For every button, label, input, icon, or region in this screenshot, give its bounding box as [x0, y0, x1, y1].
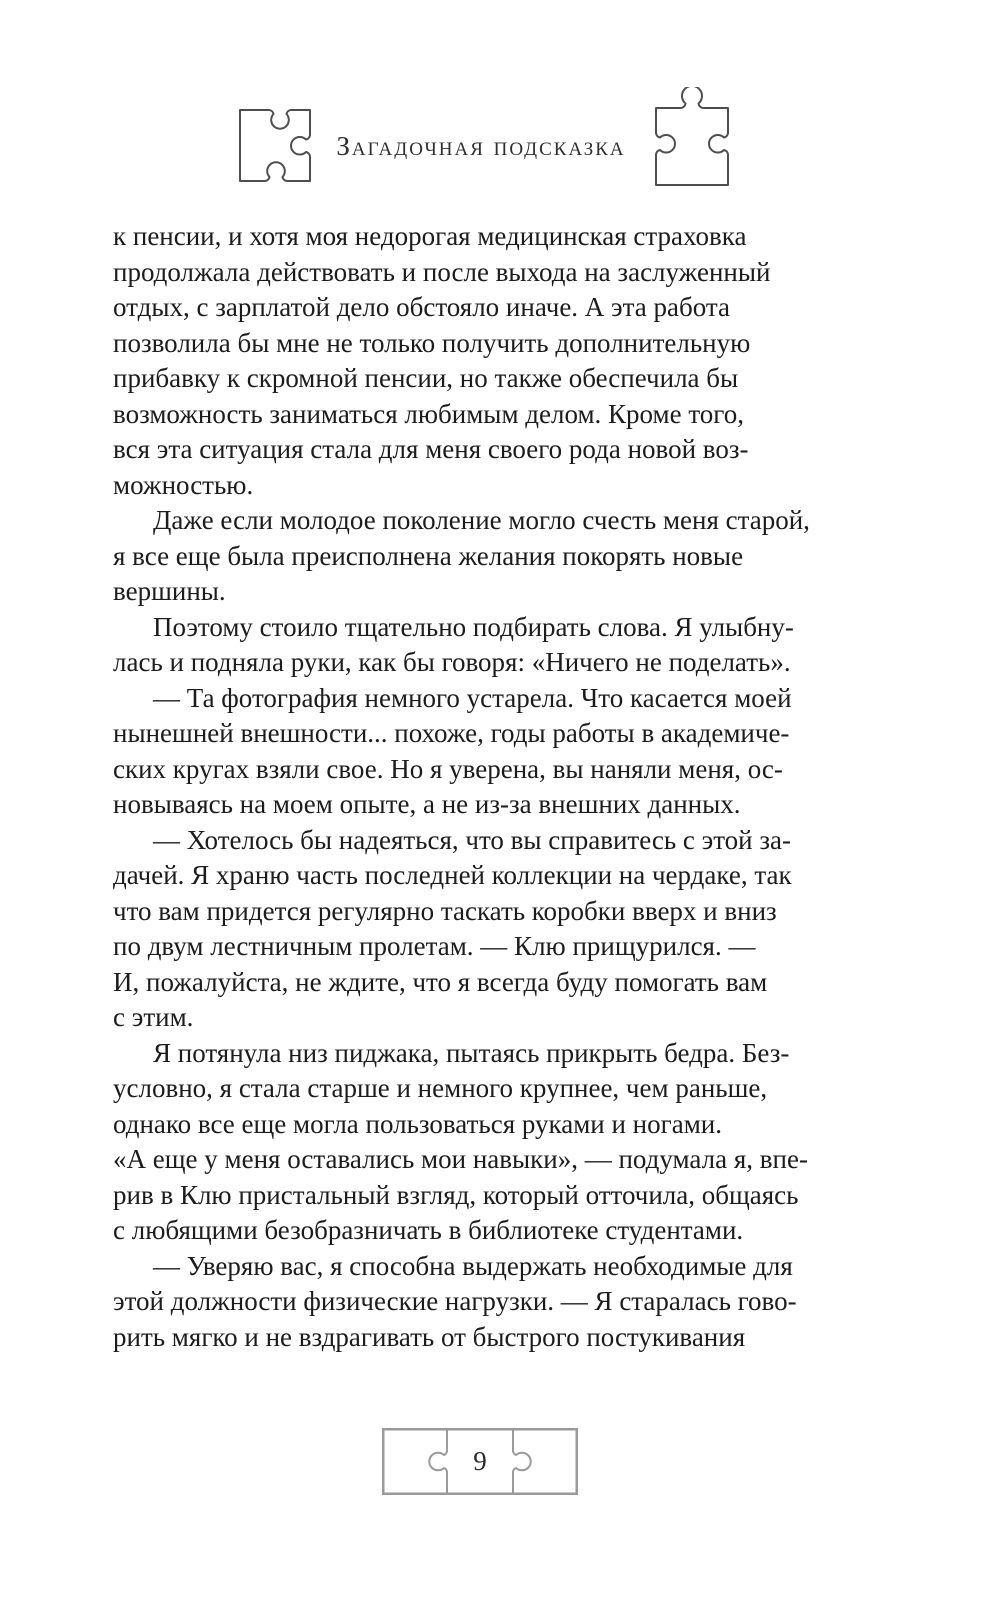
text-line: продолжала действовать и после выхода на заслуженный — [113, 256, 771, 287]
text-line: отдых, с зарплатой дело обстояло иначе. А эта работа — [113, 292, 730, 322]
text-line: рив в Клю пристальный взгляд, который отточила, общаясь — [113, 1179, 799, 1210]
text-line: условно, я стала старше и немного крупнее, чем раньше, — [113, 1073, 768, 1103]
text-line: прибавку к скромной пенсии, но также обеспечила бы — [113, 363, 739, 393]
text-line: — Хотелось бы надеяться, что вы справитесь с этой за- — [153, 824, 792, 855]
text-line: рить мягко и не вздрагивать от быстрого постукивания — [113, 1321, 746, 1352]
body-text — [113, 219, 885, 1355]
text-line: нынешней внешности... похоже, годы работы в академиче- — [113, 718, 790, 748]
text-line: «А еще у меня оставались мои навыки», — подумала я, впе- — [113, 1144, 808, 1174]
text-line: — Та фотография немного устарела. Что касается моей — [153, 682, 792, 713]
text-line: ских кругах взяли свое. Но я уверена, вы наняли меня, ос- — [113, 753, 783, 784]
chapter-title: Загадочная подсказка — [336, 131, 626, 161]
text-line: этой должности физические нагрузки. — Я старалась гово- — [113, 1286, 797, 1316]
text-line: вся эта ситуация стала для меня своего рода новой воз- — [113, 434, 749, 464]
text-line: Я потянула низ пиджака, пытаясь прикрыть бедра. Без- — [153, 1037, 790, 1068]
text-line: возможность заниматься любимым делом. Кроме того, — [113, 398, 744, 429]
text-line: к пенсии, и хотя моя недорогая медицинская страховка — [113, 221, 747, 251]
text-line: дачей. Я храню часть последней коллекции на чердаке, так — [113, 860, 792, 890]
text-line: однако все еще могла пользоваться руками и ногами. — [113, 1108, 722, 1139]
text-line: что вам придется регулярно таскать коробки вверх и вниз — [113, 895, 777, 926]
footer-page-marker — [382, 1428, 578, 1495]
text-line: И, пожалуйста, не ждите, что я всегда буду помогать вам — [113, 966, 768, 997]
text-line: новываясь на моем опыте, а не из-за внешних данных. — [113, 789, 741, 819]
text-line: лась и подняла руки, как бы говоря: «Ничего не поделать». — [113, 647, 791, 677]
text-line: позволила бы мне не только получить дополнительную — [113, 327, 751, 358]
text-line: можностью. — [113, 469, 254, 500]
text-line: с любящими безобразничать в библиотеке студентами. — [113, 1215, 744, 1245]
page-number: 9 — [473, 1446, 487, 1476]
text-line: — Уверяю вас, я способна выдержать необходимые для — [153, 1250, 793, 1281]
puzzle-piece-right-icon — [655, 87, 729, 186]
text-line: по двум лестничным пролетам. — Клю прищурился. — — [113, 931, 756, 961]
text-line: Поэтому стоило тщательно подбирать слова. Я улыбну- — [153, 611, 794, 642]
text-line: я все еще была преисполнена желания покорять новые — [113, 540, 744, 571]
text-line: Даже если молодое поколение могло счесть меня старой, — [153, 505, 810, 535]
text-line: вершины. — [113, 576, 226, 606]
text-line: с этим. — [113, 1002, 194, 1032]
